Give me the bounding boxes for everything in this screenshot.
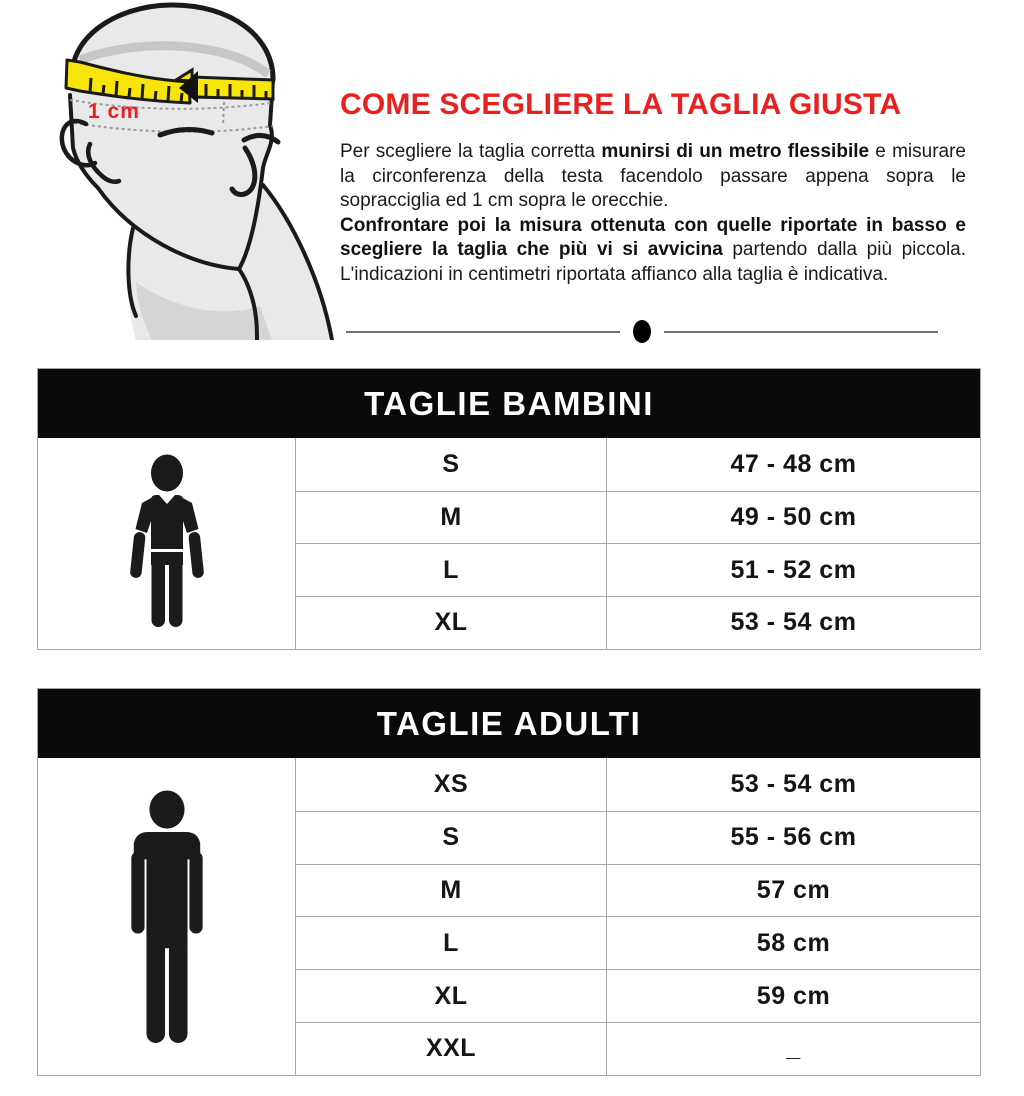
adults-size-m: M xyxy=(296,864,607,917)
adults-size-table xyxy=(37,688,981,1076)
adults-size-xs: XS xyxy=(296,758,607,811)
adult-figure-icon xyxy=(118,789,216,1043)
kids-size-m: M xyxy=(296,491,607,544)
adults-table-body xyxy=(38,758,980,1075)
instructions-paragraph-2 xyxy=(340,214,966,288)
kids-icon-cell xyxy=(38,438,296,649)
kids-size-l: L xyxy=(296,543,607,596)
adults-size-xxl: XXL xyxy=(296,1022,607,1075)
kids-size-xl: XL xyxy=(296,596,607,649)
p1-text-end: e misurare la circonferenza della testa facendolo passare appena sopra le sopracciglia ed 1 cm sopra le orecchie. xyxy=(340,141,966,212)
section-divider xyxy=(346,319,938,344)
kids-size-table xyxy=(37,368,981,650)
p1-bold: munirsi di un metro flessibile xyxy=(601,141,870,162)
one-cm-label: 1 cm xyxy=(88,100,140,123)
adults-range-xxl: _ xyxy=(607,1022,980,1075)
p2-text: partendo dalla più piccola. L'indicazioni in centimetri riportata affianco alla taglia è indicativa. xyxy=(340,239,967,285)
kids-table-body xyxy=(38,438,980,649)
kids-table-title: TAGLIE BAMBINI xyxy=(38,369,980,438)
page-title: COME SCEGLIERE LA TAGLIA GIUSTA xyxy=(340,88,902,121)
adults-range-s: 55 - 56 cm xyxy=(607,811,980,864)
kids-range-s: 47 - 48 cm xyxy=(730,449,857,478)
divider-dot-icon xyxy=(633,320,651,343)
adults-size-xl: XL xyxy=(296,969,607,1022)
head-tape-icon xyxy=(40,0,340,340)
hero-text-block xyxy=(340,88,966,288)
kids-range-xl: 53 - 54 cm xyxy=(607,596,980,649)
adults-range-l: 58 cm xyxy=(607,916,980,969)
p1-text: Per scegliere la taglia corretta xyxy=(340,141,602,162)
kids-range-l: 51 - 52 cm xyxy=(607,543,980,596)
adults-size-l: L xyxy=(296,916,607,969)
adults-table-title: TAGLIE ADULTI xyxy=(38,689,980,758)
p2-bold: Confrontare poi la misura ottenuta con quelle riportate in basso e scegliere la taglia che più vi si avvicina xyxy=(340,214,966,261)
kids-range-m: 49 - 50 cm xyxy=(607,491,980,544)
kids-size-s: S xyxy=(296,438,607,491)
head-measurement-illustration xyxy=(40,0,340,340)
instructions-paragraph-1 xyxy=(340,140,966,214)
divider-line-left xyxy=(346,331,620,333)
adults-range-m: 57 cm xyxy=(607,864,980,917)
adults-icon-cell xyxy=(38,758,296,1075)
adults-size-s: S xyxy=(296,811,607,864)
adults-range-xs: 53 - 54 cm xyxy=(730,769,857,798)
divider-line-right xyxy=(664,331,938,333)
child-figure-icon xyxy=(122,453,212,633)
adults-range-xl: 59 cm xyxy=(607,969,980,1022)
